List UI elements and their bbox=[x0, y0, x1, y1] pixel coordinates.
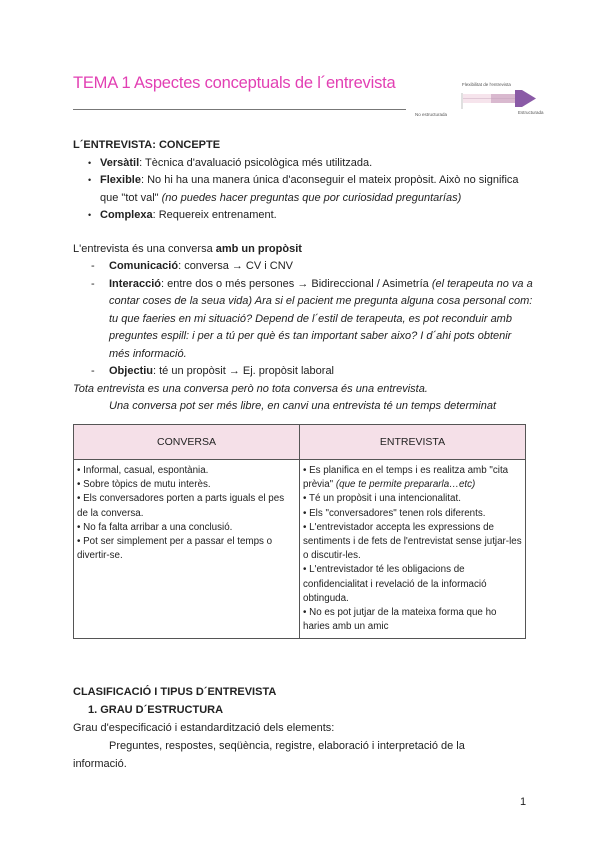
table-item: • Els conversadores porten a parts iguals el pes de la conversa. bbox=[77, 493, 285, 519]
term-text: : conversa → CV i CNV bbox=[178, 260, 293, 272]
table-item-note: (que te permite prepararla…etc) bbox=[335, 479, 476, 491]
term-text: : Requereix entrenament. bbox=[152, 209, 277, 221]
table-item: • Sobre tòpics de mutu interès. bbox=[77, 479, 211, 491]
entrevista-cell bbox=[300, 460, 526, 639]
table-item: • Informal, casual, espontània. bbox=[77, 465, 209, 476]
table-item: • L'entrevistador té les obligacions de confidencialitat i revelació de la informació obtinguda. bbox=[303, 564, 487, 604]
list-item bbox=[73, 258, 533, 276]
list-item bbox=[73, 363, 533, 381]
list-item bbox=[73, 172, 533, 207]
table-item bbox=[303, 464, 522, 492]
paragraph: informació. bbox=[73, 758, 127, 770]
term-note: (el terapeuta no va a contar coses de la seua vida) Ara si el pacient me pregunta alguna cosa personal com: tu que faeries en mi situació? Depend de l´estil de terapeuta, es pot reconduir amb preguntes espill: i per a tú per què és tan important saber aixo? I d´ahi pots obtenir més informació. bbox=[109, 277, 533, 360]
list-item bbox=[73, 155, 533, 173]
diagram-label-top: Flexibilitat de l'entrevista bbox=[462, 82, 511, 87]
page-title: TEMA 1 Aspectes conceptuals de l´entrevista bbox=[73, 74, 396, 92]
table-header-entrevista: ENTREVISTA bbox=[300, 425, 526, 460]
paragraph: Grau d'especificació i estandardització dels elements: bbox=[73, 722, 335, 734]
term: Objectiu bbox=[109, 365, 154, 377]
intro-text: L'entrevista és una conversa bbox=[73, 242, 216, 255]
term-text: : té un propòsit → Ej. propòsit laboral bbox=[153, 365, 334, 377]
term-text: : No hi ha una manera única d'aconseguir el mateix propòsit. Això no significa que "tot val" bbox=[100, 174, 519, 204]
table-item: • No es pot jutjar de la mateixa forma que ho haries amb un amic bbox=[303, 607, 497, 633]
table-item: • L'entrevistador accepta les expressions de sentiments i de fets de l'entrevistat sense jutjar-les o discutir-les. bbox=[303, 521, 522, 562]
paragraph: Preguntes, respostes, seqüència, registre, elaboració i interpretació de la bbox=[109, 740, 465, 752]
term-text: : entre dos o més persones → Bidireccional / Asimetría bbox=[160, 277, 432, 290]
list-item bbox=[73, 276, 533, 364]
structure-arrow-diagram bbox=[415, 82, 550, 122]
section-heading-concepte: L´ENTREVISTA: CONCEPTE bbox=[73, 139, 221, 151]
table-item: • Pot ser simplement per a passar el temps o divertir-se. bbox=[77, 536, 273, 562]
page-number: 1 bbox=[520, 796, 527, 808]
table-item-text: • Es planifica en el temps i es realitza amb "cita prèvia" bbox=[303, 465, 509, 491]
section-heading-classificacio: CLASIFICACIÓ I TIPUS D´ENTREVISTA bbox=[73, 686, 277, 698]
comparison-table bbox=[73, 424, 526, 639]
diagram-label-right: Estructurada bbox=[518, 110, 544, 115]
concept-section bbox=[73, 137, 533, 416]
diagram-label-left: No estructurada bbox=[415, 112, 448, 117]
table-item: • Els "conversadores" tenen rols diferents. bbox=[303, 507, 486, 519]
classification-section bbox=[73, 683, 533, 773]
table-item: • No fa falta arribar a una conclusió. bbox=[77, 521, 233, 533]
title-underline bbox=[73, 109, 406, 110]
term: Complexa bbox=[100, 209, 153, 221]
closing-line: Tota entrevista es una conversa però no tota conversa és una entrevista. bbox=[73, 382, 428, 395]
conversa-intro bbox=[73, 241, 533, 259]
term-note: (no puedes hacer preguntas que por curiosidad preguntarías) bbox=[161, 191, 462, 204]
intro-bold: amb un propòsit bbox=[215, 242, 302, 255]
list-item bbox=[73, 207, 533, 225]
term: Flexible bbox=[100, 174, 141, 186]
term: Versàtil bbox=[100, 156, 140, 169]
term-text: : Tècnica d'avaluació psicològica més utilitzada. bbox=[139, 156, 373, 169]
closing-line: Una conversa pot ser més libre, en canvi una entrevista té un temps determinat bbox=[109, 400, 497, 412]
table-item: • Té un propòsit i una intencionalitat. bbox=[303, 493, 461, 505]
subheading-grau-estructura: 1. GRAU D´ESTRUCTURA bbox=[88, 704, 224, 716]
table-header-conversa: CONVERSA bbox=[74, 425, 300, 460]
conversa-cell bbox=[74, 460, 300, 639]
term: Comunicació bbox=[109, 260, 179, 272]
term: Interacció bbox=[109, 277, 161, 290]
